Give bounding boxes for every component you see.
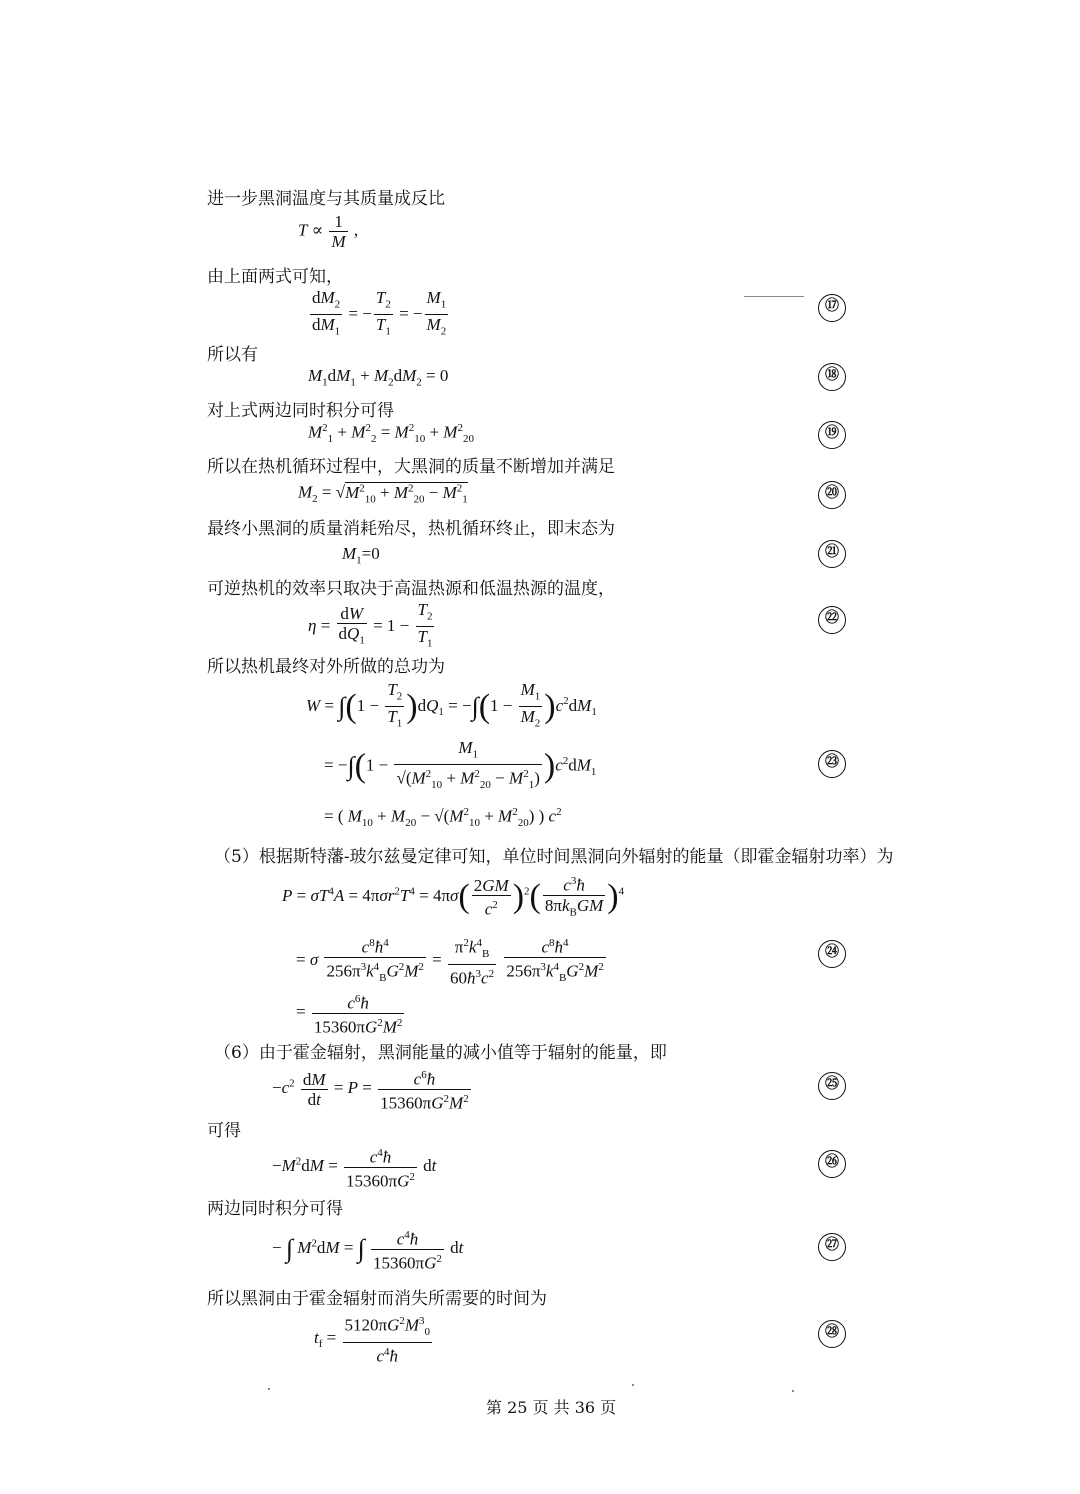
equation-20: $M_2 = √M^2_{10} + M^2_{20} - M^2_1$ bbox=[298, 482, 468, 506]
equation-number-25: ㉕ bbox=[818, 1072, 846, 1100]
equation-number-18: ⑱ bbox=[818, 363, 846, 391]
text-line-11: 可得 bbox=[207, 1121, 241, 1141]
text-line-10: （6）由于霍金辐射，黑洞能量的减小值等于辐射的能量，即 bbox=[214, 1043, 667, 1063]
page-footer: 第 25 页 共 36 页 bbox=[486, 1398, 617, 1417]
equation-number-19: ⑲ bbox=[818, 421, 846, 449]
text-line-7: 可逆热机的效率只取决于高温热源和低温热源的温度， bbox=[207, 579, 615, 599]
scan-speck bbox=[792, 1390, 794, 1392]
equation-number-28: ㉘ bbox=[818, 1320, 846, 1348]
equation-number-23: ㉓ bbox=[818, 750, 846, 778]
equation-24-line-1: $P = \sigma T^4A = 4\pi\sigma r^2T^4 = 4\pi\sigma$( $\frac{2GM}{c^2}$ )$^2$( $\frac{c^3ħ}{8\pi k_BGM}$ )$^4$ bbox=[282, 872, 624, 922]
text-line-1: 进一步黑洞温度与其质量成反比 bbox=[207, 189, 445, 209]
equation-17: $\frac{dM_2}{dM_1}$ = − $\frac{T_2}{T_1}$ = − $\frac{M_1}{M_2}$ bbox=[308, 288, 450, 342]
text-line-3: 所以有 bbox=[207, 345, 258, 365]
scan-speck bbox=[632, 1384, 634, 1386]
equation-number-21: ㉑ bbox=[818, 540, 846, 568]
equation-22: η = $\frac{dW}{dQ_1}$ = 1 − $\frac{T_2}{T_1}$ bbox=[308, 600, 436, 654]
equation-number-24: ㉔ bbox=[818, 940, 846, 968]
scan-speck bbox=[744, 296, 804, 297]
scan-speck bbox=[268, 1388, 270, 1390]
text-line-5: 所以在热机循环过程中，大黑洞的质量不断增加并满足 bbox=[207, 457, 615, 477]
equation-21: $M_1=0$ bbox=[342, 544, 380, 567]
text-line-8: 所以热机最终对外所做的总功为 bbox=[207, 657, 445, 677]
text-line-12: 两边同时积分可得 bbox=[207, 1199, 343, 1219]
equation-t-prop-inverse-m: T ∝ $\frac{1}{M}$ , bbox=[298, 212, 359, 251]
text-line-4: 对上式两边同时积分可得 bbox=[207, 401, 394, 421]
equation-23-line-2: = −∫(1 − $\frac{M_1}{√(M^2_{10} + M^2_{20} - M^2_1)}$ )$c^2dM_1$ bbox=[324, 738, 596, 795]
text-line-2: 由上面两式可知， bbox=[207, 267, 343, 287]
text-line-9: （5）根据斯特藩-玻尔兹曼定律可知，单位时间黑洞向外辐射的能量（即霍金辐射功率）为 bbox=[214, 847, 894, 867]
equation-19: $M^2_1 + M^2_2 = M^2_{10} + M^2_{20}$ bbox=[308, 422, 474, 446]
equation-23-line-3: = ( $M_{10} + M_{20} - √(M^2_{10} + M^2_{20})$ ) $c^2$ bbox=[324, 806, 562, 830]
equation-23-line-1: W = ∫(1 − $\frac{T_2}{T_1}$ )$dQ_1 = -\int(1$ − $\frac{M_1}{M_2}$ )$c^2dM_1$ bbox=[306, 680, 597, 734]
equation-number-20: ⑳ bbox=[818, 481, 846, 509]
equation-25: $-c^2$ $\frac{dM}{dt}$ = P = $\frac{c^6ħ}{15360\pi G^2M^2}$ bbox=[272, 1069, 469, 1113]
equation-28: $t_f$ = $\frac{5120\pi G^2M^3_0}{c^4ħ}$ bbox=[314, 1315, 431, 1366]
equation-number-22: ㉒ bbox=[818, 606, 846, 634]
equation-26: $-M^2dM$ = $\frac{c^4ħ}{15360\pi G^2}$ dt bbox=[272, 1147, 437, 1191]
equation-24-line-3: = $\frac{c^6ħ}{15360\pi G^2M^2}$ bbox=[296, 993, 403, 1037]
equation-27: − ∫ $M^2dM$ = ∫ $\frac{c^4ħ}{15360\pi G^2}$ dt bbox=[272, 1229, 464, 1273]
equation-18: $M_1dM_1 + M_2dM_2 = 0$ bbox=[308, 366, 449, 389]
equation-number-26: ㉖ bbox=[818, 1150, 846, 1178]
text-line-6: 最终小黑洞的质量消耗殆尽，热机循环终止，即末态为 bbox=[207, 519, 615, 539]
equation-number-27: ㉗ bbox=[818, 1233, 846, 1261]
text-line-13: 所以黑洞由于霍金辐射而消失所需要的时间为 bbox=[207, 1289, 547, 1309]
equation-24-line-2: = σ $\frac{c^8ħ^4}{256\pi^3k^4_BG^2M^2}$ = $\frac{\pi^2k^4_B}{60ħ^3c^2}$ $\frac{c^8ħ^4}{256\pi^3k^4_BG^2M^2}$ bbox=[296, 937, 604, 988]
equation-number-17: ⑰ bbox=[818, 294, 846, 322]
